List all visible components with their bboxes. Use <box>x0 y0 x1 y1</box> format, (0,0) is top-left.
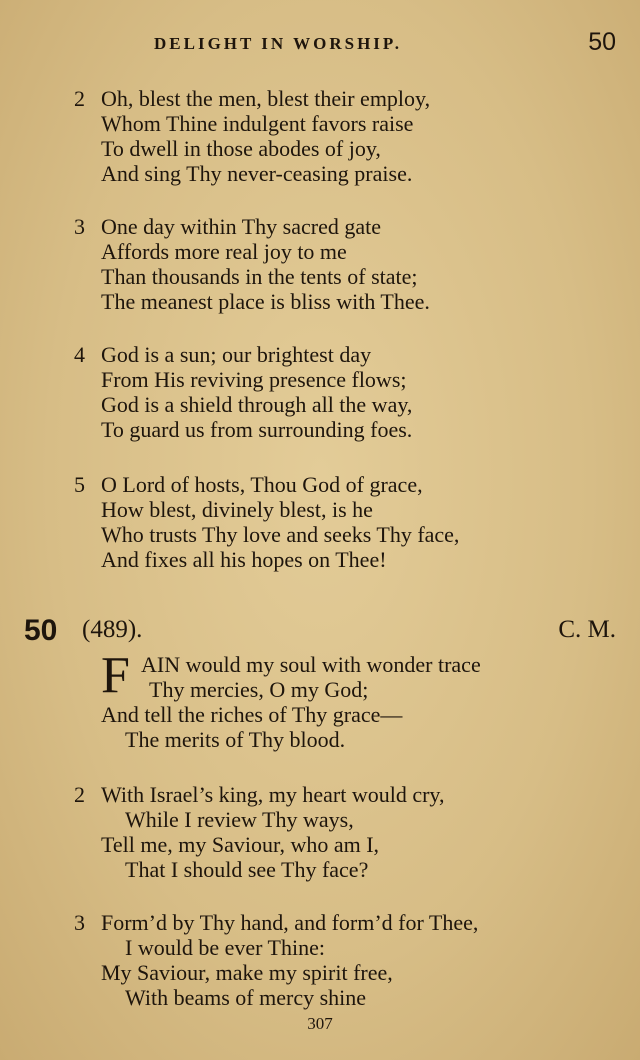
verse-line: The meanest place is bliss with Thee. <box>101 289 430 314</box>
verse-line: And sing Thy never-ceasing praise. <box>101 161 413 186</box>
verse-line: One day within Thy sacred gate <box>101 214 382 239</box>
verse-line: How blest, divinely blest, is he <box>101 497 373 522</box>
page-number: 50 <box>588 28 616 56</box>
verse-line: AIN would my soul with wonder trace <box>141 652 481 677</box>
stanza-number: 3 <box>74 910 85 935</box>
verse-line: God is a shield through all the way, <box>101 392 413 417</box>
hymn-reference: (489). <box>82 616 143 643</box>
verse-line: I would be ever Thine: <box>125 935 325 960</box>
verse-line: God is a sun; our brightest day <box>101 342 372 367</box>
page-header <box>0 28 640 62</box>
printed-page-number: 307 <box>307 1014 333 1033</box>
verse-line: Whom Thine indulgent favors raise <box>101 111 414 136</box>
running-head: DELIGHT IN WORSHIP. <box>154 34 403 53</box>
verse-line: And tell the riches of Thy grace— <box>101 702 403 727</box>
verse-line: Tell me, my Saviour, who am I, <box>101 832 380 857</box>
verse-line: O Lord of hosts, Thou God of grace, <box>101 472 423 497</box>
stanza-number: 2 <box>74 782 85 807</box>
verse-line: Thy mercies, O my God; <box>149 677 369 702</box>
stanza-number: 2 <box>74 86 85 111</box>
hymn-number: 50 <box>24 614 58 647</box>
stanza-number: 4 <box>74 342 85 367</box>
hymn-meter: C. M. <box>558 616 616 643</box>
verse-line: My Saviour, make my spirit free, <box>101 960 393 985</box>
verse-line: To dwell in those abodes of joy, <box>101 136 381 161</box>
verse-line: From His reviving presence flows; <box>101 367 407 392</box>
verse-line: With Israel’s king, my heart would cry, <box>101 782 445 807</box>
verse-line: And fixes all his hopes on Thee! <box>101 547 387 572</box>
stanza-number: 3 <box>74 214 85 239</box>
verse-line: That I should see Thy face? <box>125 857 369 882</box>
verse-line: With beams of mercy shine <box>125 985 367 1010</box>
verse-line: Who trusts Thy love and seeks Thy face, <box>101 522 460 547</box>
verse-line: Than thousands in the tents of state; <box>101 264 418 289</box>
verse-line: To guard us from surrounding foes. <box>101 417 413 442</box>
hymn-heading <box>0 612 640 652</box>
verse-line: Oh, blest the men, blest their employ, <box>101 86 431 111</box>
stanza-number: 5 <box>74 472 85 497</box>
verse-line: The merits of Thy blood. <box>125 727 346 752</box>
verse-line: Affords more real joy to me <box>101 239 347 264</box>
verse-line: Form’d by Thy hand, and form’d for Thee, <box>101 910 479 935</box>
drop-cap: F <box>101 647 130 704</box>
verse-line: While I review Thy ways, <box>125 807 354 832</box>
